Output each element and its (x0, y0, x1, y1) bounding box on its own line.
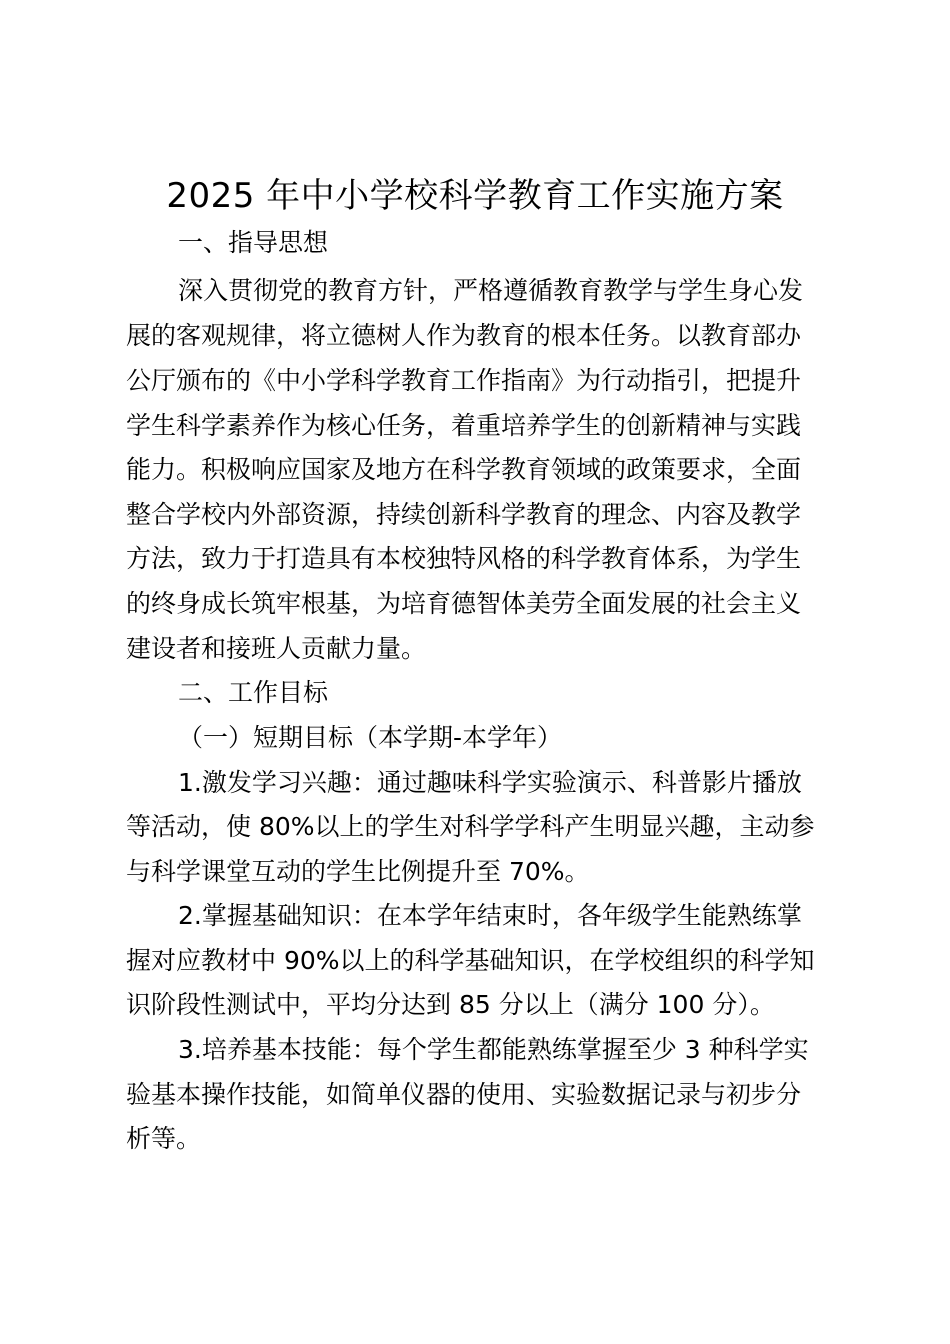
subsection-heading-short-term-goals: （一）短期目标（本学期-本学年） (178, 723, 563, 752)
goal-item-2-line: 握对应教材中 90%以上的科学基础知识，在学校组织的科学知 (126, 946, 815, 975)
goal-item-2-line: 2.掌握基础知识：在本学年结束时，各年级学生能熟练掌 (178, 901, 802, 930)
paragraph-line: 学生科学素养作为核心任务，着重培养学生的创新精神与实践 (126, 411, 802, 440)
goal-item-3-line: 析等。 (126, 1124, 202, 1153)
goal-item-1-line: 等活动，使 80%以上的学生对科学学科产生明显兴趣，主动参 (126, 812, 815, 841)
goal-item-3-line: 3.培养基本技能：每个学生都能熟练掌握至少 3 种科学实 (178, 1035, 809, 1064)
paragraph-line: 展的客观规律，将立德树人作为教育的根本任务。以教育部办 (126, 321, 802, 350)
paragraph-line: 公厅颁布的《中小学科学教育工作指南》为行动指引，把提升 (126, 366, 802, 395)
paragraph-line: 深入贯彻党的教育方针，严格遵循教育教学与学生身心发 (178, 276, 804, 305)
section-heading-work-goals: 二、工作目标 (178, 678, 329, 707)
document-title: 2025 年中小学校科学教育工作实施方案 (166, 176, 784, 216)
goal-item-2-line: 识阶段性测试中，平均分达到 85 分以上（满分 100 分）。 (126, 990, 775, 1019)
paragraph-line: 建设者和接班人贡献力量。 (126, 634, 427, 663)
goal-item-3-line: 验基本操作技能，如简单仪器的使用、实验数据记录与初步分 (126, 1080, 802, 1109)
paragraph-line: 能力。积极响应国家及地方在科学教育领域的政策要求，全面 (126, 455, 802, 484)
paragraph-line: 方法，致力于打造具有本校独特风格的科学教育体系，为学生 (126, 544, 802, 573)
paragraph-line: 的终身成长筑牢根基，为培育德智体美劳全面发展的社会主义 (126, 589, 802, 618)
paragraph-line: 整合学校内外部资源，持续创新科学教育的理念、内容及教学 (126, 500, 802, 529)
goal-item-1-line: 与科学课堂互动的学生比例提升至 70%。 (126, 857, 590, 886)
section-heading-guiding-ideology: 一、指导思想 (178, 228, 329, 257)
goal-item-1-line: 1.激发学习兴趣：通过趣味科学实验演示、科普影片播放 (178, 768, 802, 797)
